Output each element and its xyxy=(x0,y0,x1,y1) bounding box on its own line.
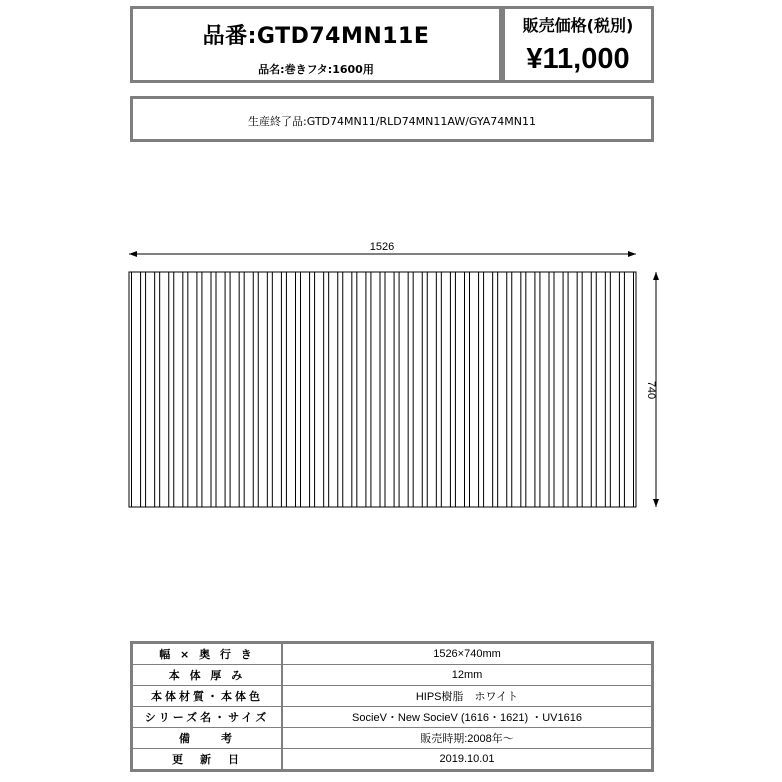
spec-value: 販売時期:2008年～ xyxy=(282,728,653,749)
slat xyxy=(385,272,394,507)
spec-value: SocieV・New SocieV (1616・1621) ・UV1616 xyxy=(282,707,653,728)
slat xyxy=(526,272,535,507)
spec-row xyxy=(132,643,653,665)
slat-group xyxy=(132,272,634,507)
slat xyxy=(132,272,141,507)
slat xyxy=(540,272,549,507)
slat xyxy=(470,272,479,507)
spec-row xyxy=(132,728,653,749)
slat xyxy=(272,272,281,507)
slat xyxy=(230,272,239,507)
slat xyxy=(568,272,577,507)
slat xyxy=(286,272,295,507)
width-label: 1526 xyxy=(369,241,395,253)
discontinued-text: 生産終了品:GTD74MN11/RLD74MN11AW/GYA74MN11 xyxy=(248,115,536,128)
spec-value: 2019.10.01 xyxy=(282,749,653,771)
product-code: 品番:GTD74MN11E xyxy=(202,24,430,49)
slat xyxy=(554,272,563,507)
slat xyxy=(484,272,493,507)
slat xyxy=(315,272,324,507)
slat xyxy=(427,272,436,507)
slat xyxy=(244,272,253,507)
spec-value: 1526×740mm xyxy=(282,643,653,665)
spec-label: 更 新 日 xyxy=(132,749,283,771)
slat xyxy=(610,272,619,507)
width-dimension xyxy=(129,241,636,257)
slat xyxy=(146,272,155,507)
product-name: 品名:巻きフタ:1600用 xyxy=(258,63,374,76)
slat xyxy=(371,272,380,507)
price-value: ¥11,000 xyxy=(526,43,630,75)
slat xyxy=(455,272,464,507)
spec-row xyxy=(132,749,653,771)
cover-outline xyxy=(129,272,636,507)
slat xyxy=(498,272,507,507)
depth-dimension xyxy=(645,272,659,507)
spec-row xyxy=(132,665,653,686)
slat xyxy=(160,272,169,507)
spec-label: 幅 × 奥 行 き xyxy=(132,643,283,665)
slat xyxy=(399,272,408,507)
spec-label: シリーズ名・サイズ xyxy=(132,707,283,728)
slat xyxy=(258,272,267,507)
slat xyxy=(343,272,352,507)
slat xyxy=(329,272,338,507)
slat xyxy=(413,272,422,507)
spec-label: 備 考 xyxy=(132,728,283,749)
slat xyxy=(174,272,183,507)
spec-value: HIPS樹脂 ホワイト xyxy=(282,686,653,707)
slat xyxy=(188,272,197,507)
spec-row xyxy=(132,707,653,728)
slat xyxy=(357,272,366,507)
slat xyxy=(596,272,605,507)
depth-label: 740 xyxy=(645,380,657,400)
slat xyxy=(216,272,225,507)
spec-row xyxy=(132,686,653,707)
slat xyxy=(582,272,591,507)
slat xyxy=(441,272,450,507)
spec-value: 12mm xyxy=(282,665,653,686)
slat xyxy=(624,272,633,507)
spec-label: 本体材質・本体色 xyxy=(132,686,283,707)
price-label: 販売価格(税別) xyxy=(522,16,634,35)
slat xyxy=(512,272,521,507)
spec-label: 本 体 厚 み xyxy=(132,665,283,686)
slat xyxy=(202,272,211,507)
spec-table xyxy=(130,641,654,772)
slat xyxy=(301,272,310,507)
